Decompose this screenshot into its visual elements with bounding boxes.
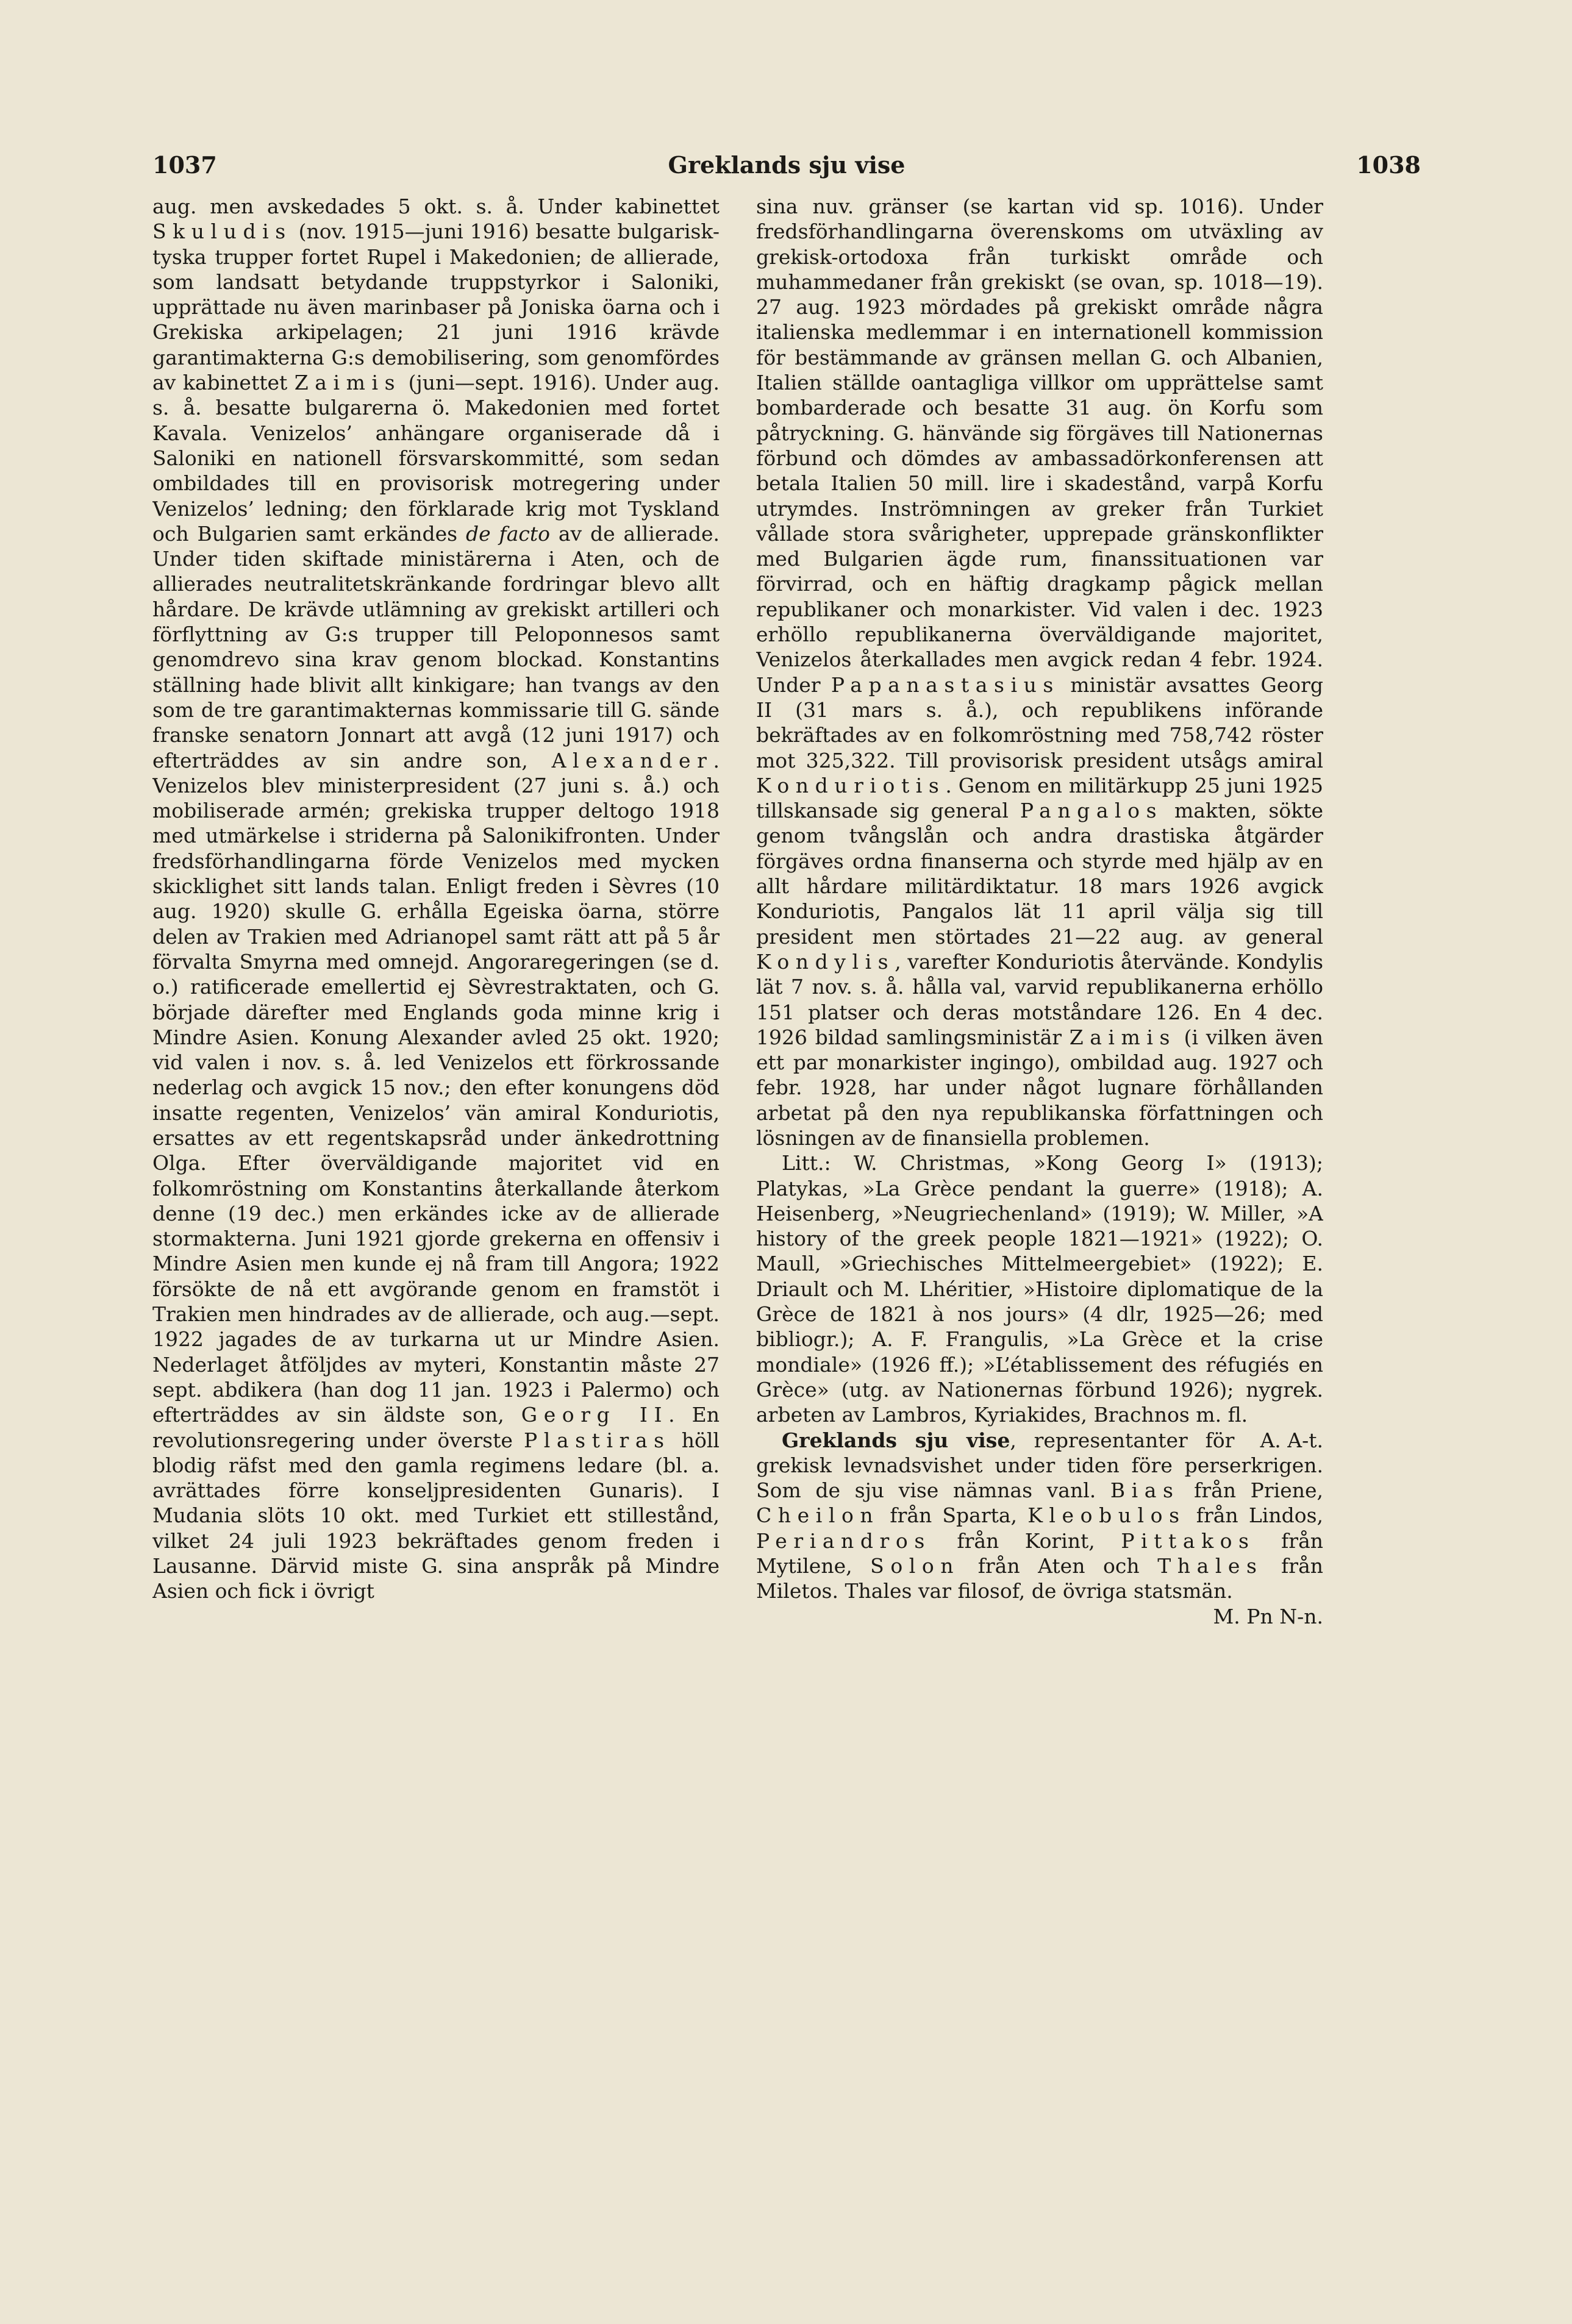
author-signature: M. Pn N-n. <box>1213 1604 1323 1628</box>
paragraph-history-end: sina nuv. gränser (se kartan vid sp. 1016). Under fredsförhandlingarna överenskoms om utväxling av grekisk-ortodoxa från turkiskt område och muhammedaner från grekiskt (se ovan, sp. 1018—19). 27 aug. 1923 mördades på grekiskt område några italienska medlemmar i en internationell kommission för bestämmande av gränsen mellan G. och Albanien, Italien ställde oantagliga villkor om upprättelse samt bombarderade och besatte 31 aug. ön Korfu som påtryckning. G. hänvände sig förgäves till Nationernas förbund och dömdes av ambassadörkonferensen att betala Italien 50 mill. lire i skadestånd, varpå Korfu utrymdes. Inströmningen av greker från Turkiet vållade stora svårigheter, upprepade gränskonflikter med Bulgarien ägde rum, finanssituationen var förvirrad, och en häftig dragkamp pågick mellan republikaner och monarkister. Vid valen i dec. 1923 erhöllo republikanerna överväldigande majoritet, Venizelos återkallades men avgick redan 4 febr. 1924. Under Papanastasius ministär avsattes Georg II (31 mars s. å.), och republikens införande bekräftades av en folkomröstning med 758,742 röster mot 325,322. Till provisorisk president utsågs amiral Konduriotis. Genom en militärkupp 25 juni 1925 tillskansade sig general Pangalos makten, sökte genom tvångslån och andra drastiska åtgärder förgäves ordna finanserna och styrde med hjälp av en allt hårdare militärdiktatur. 18 mars 1926 avgick Konduriotis, Pangalos lät 11 april välja sig till president men störtades 21—22 aug. av general Kondylis, varefter Konduriotis återvände. Kondylis lät 7 nov. s. å. hålla val, varvid republikanerna erhöllo 151 platser och deras motståndare 126. En 4 dec. 1926 bildad samlingsministär Zaimis (i vilken även ett par monarkister ingingo), ombildad aug. 1927 och febr. 1928, har under något lugnare förhållanden arbetat på den nya republikanska författningen och lösningen av de finansiella problemen. <box>756 194 1323 1150</box>
spaced-name: Kleobulos <box>1027 1503 1186 1528</box>
spaced-name: Bias <box>1110 1478 1180 1503</box>
italic-term: de facto <box>465 521 550 546</box>
spaced-name: Kondylis <box>756 949 895 974</box>
entry-headword: Greklands sju vise <box>782 1428 1010 1452</box>
page-number-right: 1038 <box>1356 151 1421 179</box>
spaced-name: Cheilon <box>756 1503 880 1528</box>
running-header <box>152 140 1421 189</box>
spaced-name: Plastiras <box>524 1428 671 1452</box>
spaced-name: Zaimis <box>294 371 402 395</box>
column-right <box>756 194 1323 2279</box>
spaced-name: Alexander <box>551 748 713 772</box>
spaced-name: Periandros <box>756 1528 931 1553</box>
author-signature: A. A-t. <box>1260 1428 1323 1452</box>
spaced-name: Papanastasius <box>831 672 1060 697</box>
spaced-name: Solon <box>870 1554 960 1578</box>
column-left <box>152 194 720 2279</box>
spaced-name: Konduriotis <box>756 773 946 797</box>
spaced-name: Thales <box>1157 1554 1263 1578</box>
paragraph-literature: Litt.: W. Christmas, »Kong Georg I» (1913); Platykas, »La Grèce pendant la guerre» (1918); A. Heisenberg, »Neugriechenland» (1919); W. Miller, »A history of the greek people 1821—1921» (1922); O. Maull, »Griechisches Mittelmeergebiet» (1922); E. Driault och M. Lhéritier, »Histoire diplomatique de la Grèce de 1821 à nos jours» (4 dlr, 1925—26; med bibliogr.); A. F. Frangulis, »La Grèce et la crise mondiale» (1926 ff.); »L’établissement des réfugiés en Grèce» (utg. av Nationernas förbund 1926); nygrek. arbeten av Lambros, Kyriakides, Brachnos m. fl. A. A-t. <box>756 1151 1323 1452</box>
spaced-name: Pittakos <box>1121 1528 1256 1553</box>
spaced-name: Georg II <box>521 1403 669 1427</box>
running-title: Greklands sju vise <box>668 151 906 179</box>
paragraph-history-continued: aug. men avskedades 5 okt. s. å. Under kabinettet Skuludis (nov. 1915—juni 1916) besatte bulgarisk-tyska trupper fortet Rupel i Makedonien; de allierade, som landsatt betydande truppstyrkor i Saloniki, upprättade nu även marinbaser på Joniska öarna och i Grekiska arkipelagen; 21 juni 1916 krävde garantimakterna G:s demobilisering, som genomfördes av kabinettet Zaimis (juni—sept. 1916). Under aug. s. å. besatte bulgarerna ö. Makedonien med fortet Kavala. Venizelos’ anhängare organiserade då i Saloniki en nationell försvarskommitté, som sedan ombildades till en provisorisk motregering under Venizelos’ ledning; den förklarade krig mot Tyskland och Bulgarien samt erkändes de facto av de allierade. Under tiden skiftade ministärerna i Aten, och de allierades neutralitetskränkande fordringar blevo allt hårdare. De krävde utlämning av grekiskt artilleri och förflyttning av G:s trupper till Peloponnesos samt genomdrevo sina krav genom blockad. Konstantins ställning hade blivit allt kinkigare; han tvangs av den som de tre garantimakternas kommissarie till G. sände franske senatorn Jonnart att avgå (12 juni 1917) och efterträddes av sin andre son, Alexander. Venizelos blev ministerpresident (27 juni s. å.) och mobiliserade armén; grekiska trupper deltogo 1918 med utmärkelse i striderna på Salonikifronten. Under fredsförhandlingarna förde Venizelos med mycken skicklighet sitt lands talan. Enligt freden i Sèvres (10 aug. 1920) skulle G. erhålla Egeiska öarna, större delen av Trakien med Adrianopel samt rätt att på 5 år förvalta Smyrna med omnejd. Angoraregeringen (se d. o.) ratificerade emellertid ej Sèvrestraktaten, och G. började därefter med Englands goda minne krig i Mindre Asien. Konung Alexander avled 25 okt. 1920; vid valen i nov. s. å. led Venizelos ett förkrossande nederlag och avgick 15 nov.; den efter konungens död insatte regenten, Venizelos’ vän amiral Konduriotis, ersattes av ett regentskapsråd under änkedrottning Olga. Efter överväldigande majoritet vid en folkomröstning om Konstantins återkallande återkom denne (19 dec.) men erkändes icke av de allierade stormakterna. Juni 1921 gjorde grekerna en offensiv i Mindre Asien men kunde ej nå fram till Angora; 1922 försökte de nå ett avgörande genom en framstöt i Trakien men hindrades av de allierade, och aug.—sept. 1922 jagades de av turkarna ut ur Mindre Asien. Nederlaget åtföljdes av myteri, Konstantin måste 27 sept. abdikera (han dog 11 jan. 1923 i Palermo) och efterträddes av sin äldste son, Georg II. En revolutionsregering under överste Plastiras höll blodig räfst med den gamla regimens ledare (bl. a. avrättades förre konseljpresidenten Gunaris). I Mudania slöts 10 okt. med Turkiet ett stillestånd, vilket 24 juli 1923 bekräftades genom freden i Lausanne. Därvid miste G. sina anspråk på Mindre Asien och fick i övrigt <box>152 194 720 1603</box>
spaced-name: Zaimis <box>1069 1025 1177 1049</box>
page-number-left: 1037 <box>152 151 217 179</box>
paragraph-entry-sju-vise: Greklands sju vise, representanter för grekisk levnadsvishet under tiden före perserkrigen. Som de sju vise nämnas vanl. Bias från Priene, Cheilon från Sparta, Kleobulos från Lindos, Periandros från Korint, Pittakos från Mytilene, Solon från Aten och Thales från Miletos. Thales var filosof, de övriga statsmän. M. Pn N-n. <box>756 1428 1323 1628</box>
spaced-name: Skuludis <box>152 219 292 244</box>
spaced-name: Pangalos <box>1020 799 1163 823</box>
